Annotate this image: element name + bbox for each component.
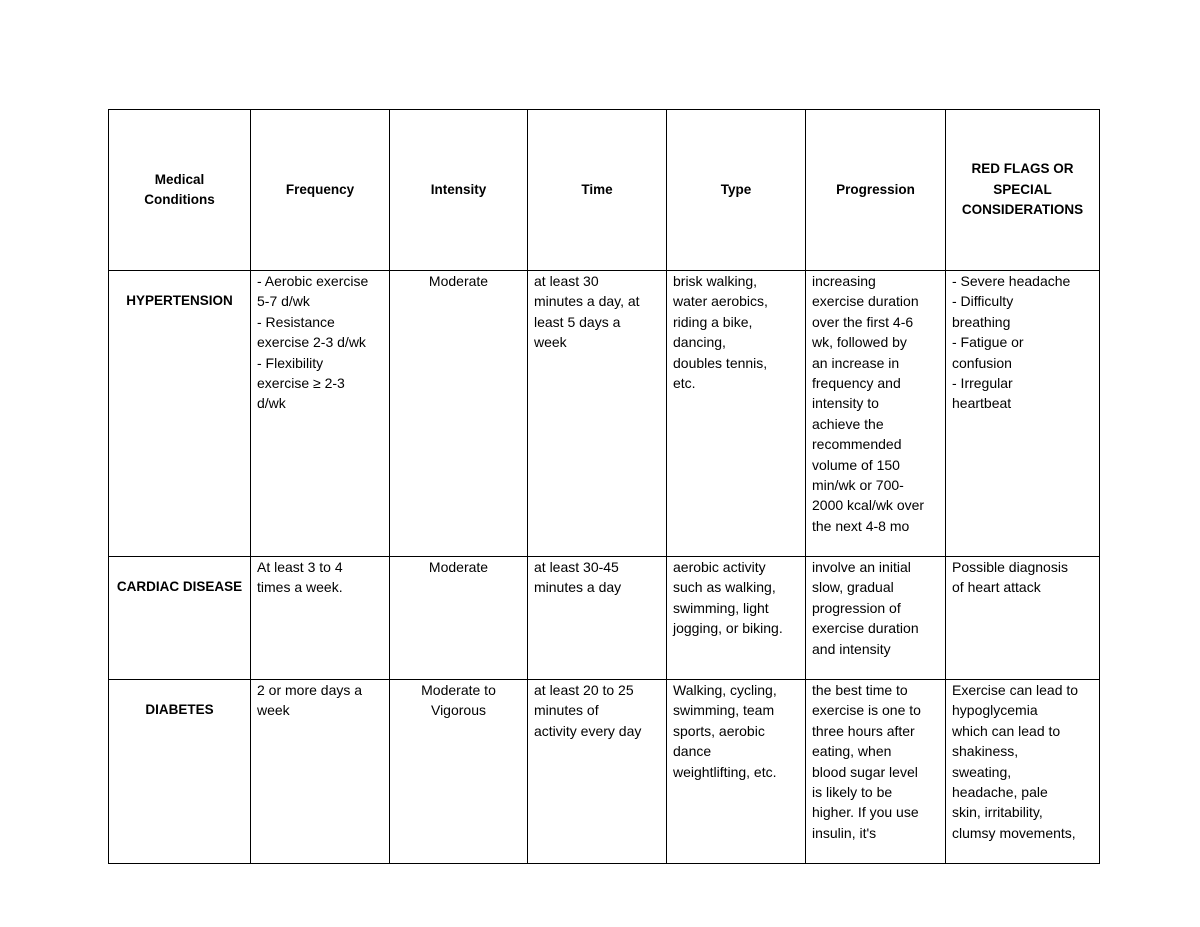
- header-intensity: Intensity: [390, 110, 528, 271]
- frequency-cell: 2 or more days a week: [251, 680, 390, 864]
- table-row: [109, 680, 1100, 864]
- frequency-cell: At least 3 to 4 times a week.: [251, 557, 390, 680]
- red-flags-cell: Exercise can lead to hypoglycemia which can lead to shakiness, sweating, headache, pale skin, irritability, clumsy movements,: [946, 680, 1100, 864]
- type-cell: Walking, cycling, swimming, team sports, aerobic dance weightlifting, etc.: [667, 680, 806, 864]
- condition-cell: CARDIAC DISEASE: [109, 557, 251, 680]
- time-cell: at least 30 minutes a day, at least 5 days a week: [528, 271, 667, 557]
- fitt-table: [108, 109, 1100, 864]
- table-row: [109, 557, 1100, 680]
- red-flags-cell: - Severe headache - Difficulty breathing - Fatigue or confusion - Irregular heartbeat: [946, 271, 1100, 557]
- condition-cell: DIABETES: [109, 680, 251, 864]
- header-medical-conditions: Medical Conditions: [109, 110, 251, 271]
- red-flags-cell: Possible diagnosis of heart attack: [946, 557, 1100, 680]
- intensity-cell: Moderate to Vigorous: [390, 680, 528, 864]
- time-cell: at least 30-45 minutes a day: [528, 557, 667, 680]
- header-type: Type: [667, 110, 806, 271]
- header-progression: Progression: [806, 110, 946, 271]
- type-cell: aerobic activity such as walking, swimming, light jogging, or biking.: [667, 557, 806, 680]
- type-cell: brisk walking, water aerobics, riding a bike, dancing, doubles tennis, etc.: [667, 271, 806, 557]
- frequency-cell: - Aerobic exercise 5-7 d/wk - Resistance exercise 2-3 d/wk - Flexibility exercise ≥ 2-3 d/wk: [251, 271, 390, 557]
- table-row: [109, 271, 1100, 557]
- header-frequency: Frequency: [251, 110, 390, 271]
- progression-cell: involve an initial slow, gradual progression of exercise duration and intensity: [806, 557, 946, 680]
- condition-cell: HYPERTENSION: [109, 271, 251, 557]
- header-red-flags: RED FLAGS OR SPECIAL CONSIDERATIONS: [946, 110, 1100, 271]
- time-cell: at least 20 to 25 minutes of activity every day: [528, 680, 667, 864]
- table-header-row: [109, 110, 1100, 271]
- intensity-cell: Moderate: [390, 557, 528, 680]
- header-time: Time: [528, 110, 667, 271]
- progression-cell: the best time to exercise is one to three hours after eating, when blood sugar level is likely to be higher. If you use insulin, it's: [806, 680, 946, 864]
- intensity-cell: Moderate: [390, 271, 528, 557]
- progression-cell: increasing exercise duration over the first 4-6 wk, followed by an increase in frequency and intensity to achieve the recommended volume of 150 min/wk or 700- 2000 kcal/wk over the next 4-8 mo: [806, 271, 946, 557]
